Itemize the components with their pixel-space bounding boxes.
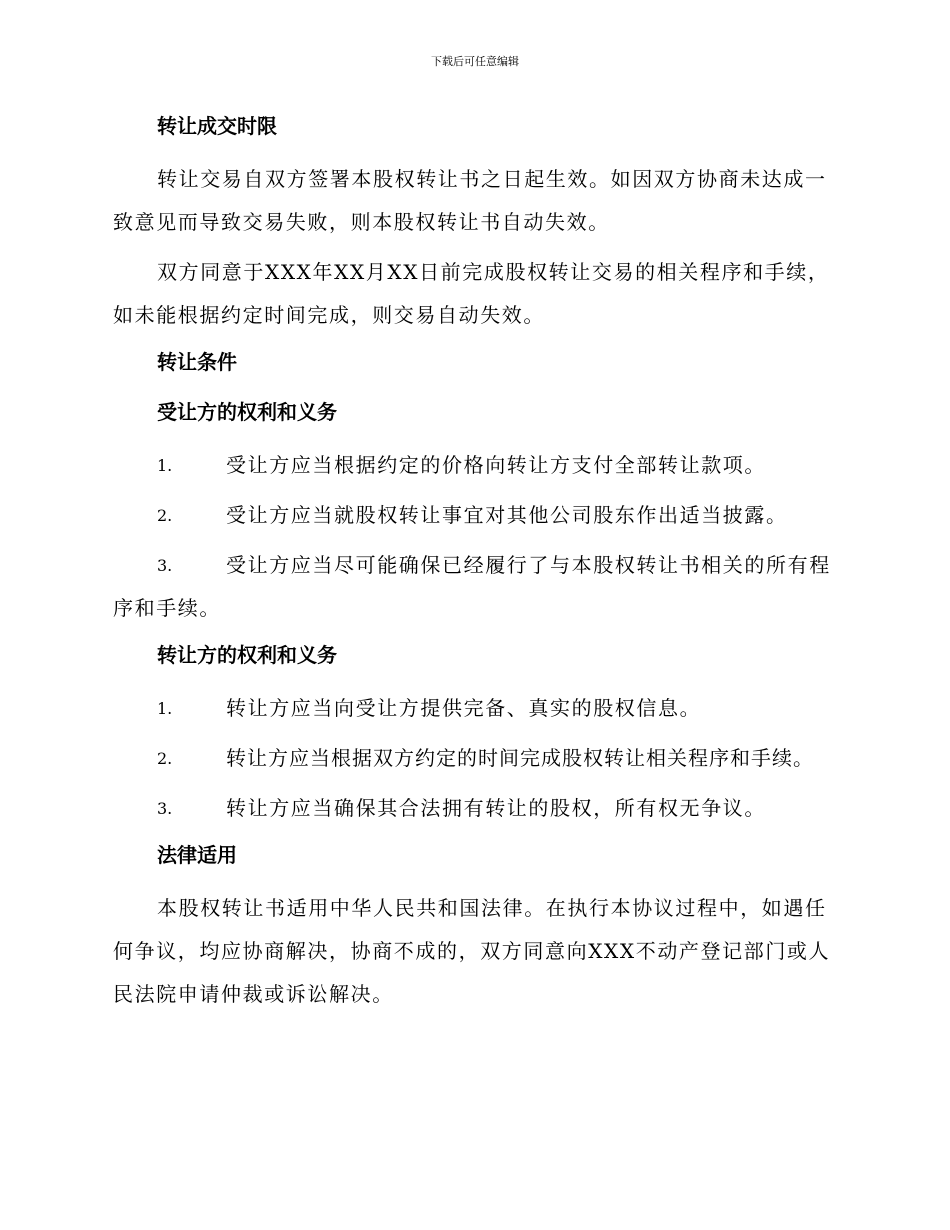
list-item-text: 受让方应当就股权转让事宜对其他公司股东作出适当披露。 bbox=[226, 503, 788, 527]
list-item-text: 转让方应当根据双方约定的时间完成股权转让相关程序和手续。 bbox=[226, 746, 814, 770]
paragraph-deal-deadline: 双方同意于XXX年XX月XX日前完成股权转让交易的相关程序和手续，如未能根据约定时间完成，则交易自动失效。 bbox=[113, 260, 830, 327]
paragraph-deal-effective: 转让交易自双方签署本股权转让书之日起生效。如因双方协商未达成一致意见而导致交易失败，则本股权转让书自动失效。 bbox=[113, 167, 827, 234]
section-heading-deal-deadline: 转让成交时限 bbox=[157, 114, 277, 138]
list-item-number: 2. bbox=[157, 749, 173, 768]
list-item-text: 转让方应当向受让方提供完备、真实的股权信息。 bbox=[226, 696, 702, 720]
list-item-text: 转让方应当确保其合法拥有转让的股权，所有权无争议。 bbox=[226, 796, 766, 820]
paragraph-governing-law: 本股权转让书适用中华人民共和国法律。在执行本协议过程中，如遇任何争议，均应协商解决，协商不成的，双方同意向XXX不动产登记部门或人民法院申请仲裁或诉讼解决。 bbox=[113, 896, 831, 1006]
list-item bbox=[113, 687, 835, 730]
list-item-text: 受让方应当根据约定的价格向转让方支付全部转让款项。 bbox=[226, 453, 766, 477]
section-heading-transferee: 受让方的权利和义务 bbox=[157, 400, 337, 424]
list-item bbox=[113, 737, 835, 780]
list-item bbox=[113, 544, 835, 630]
list-item-number: 3. bbox=[157, 799, 173, 818]
section-heading-conditions: 转让条件 bbox=[157, 350, 237, 374]
section-heading-law: 法律适用 bbox=[157, 843, 237, 867]
list-item bbox=[113, 787, 835, 830]
list-item-text: 受让方应当尽可能确保已经履行了与本股权转让书相关的所有程序和手续。 bbox=[113, 553, 831, 620]
list-item-number: 3. bbox=[157, 556, 173, 575]
list-item-number: 1. bbox=[157, 456, 173, 475]
list-item bbox=[113, 494, 835, 537]
list-item-number: 1. bbox=[157, 699, 173, 718]
section-heading-transferor: 转让方的权利和义务 bbox=[157, 643, 337, 667]
list-item-number: 2. bbox=[157, 506, 173, 525]
list-item bbox=[113, 444, 835, 487]
document-body bbox=[113, 108, 835, 1023]
page-header: 下载后可任意编辑 bbox=[431, 55, 519, 68]
